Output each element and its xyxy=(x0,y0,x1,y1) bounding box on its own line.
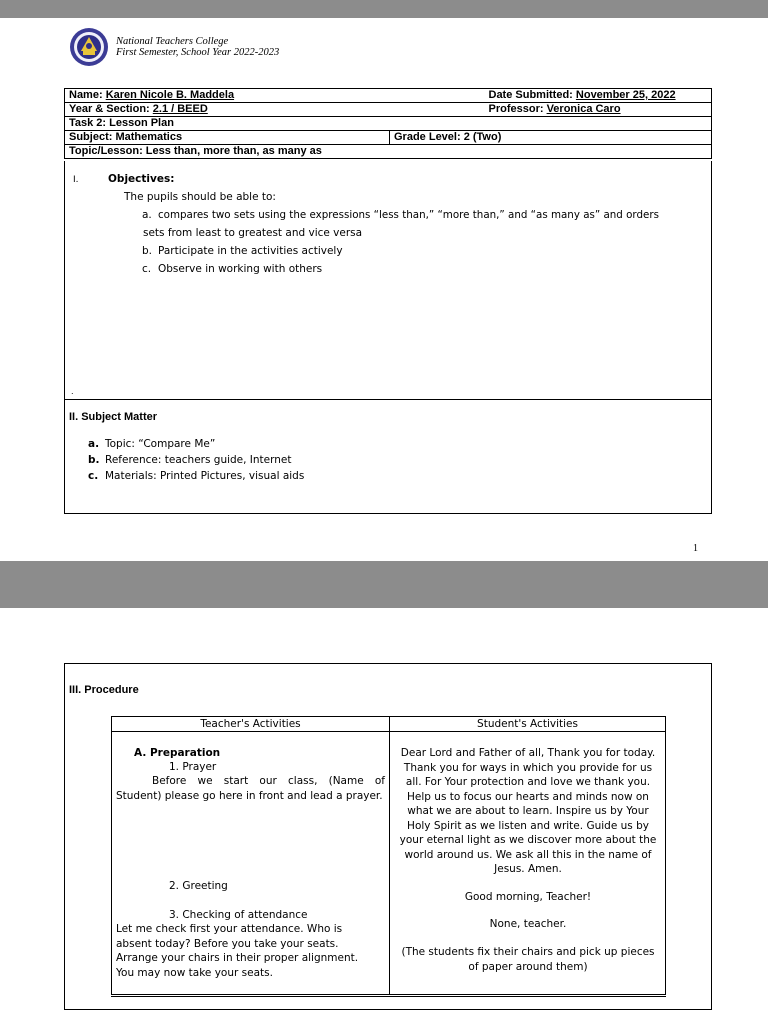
professor-value: Veronica Caro xyxy=(546,103,621,115)
objective-a-text: compares two sets using the expressions “less than,” “more than,” and “as many as” and orders xyxy=(158,209,659,221)
professor-cell xyxy=(485,103,712,117)
name-value: Karen Nicole B. Maddela xyxy=(105,89,235,101)
subject-cell: Subject: Mathematics xyxy=(65,131,390,145)
greeting-reply: Good morning, Teacher! xyxy=(464,891,592,903)
student-activities-cell xyxy=(390,732,666,996)
procedure-section xyxy=(64,663,712,1010)
teacher-activities-cell xyxy=(112,732,390,996)
procedure-heading: III. Procedure xyxy=(69,684,139,696)
greeting-label: 2. Greeting xyxy=(169,880,228,892)
prayer-label: 1. Prayer xyxy=(169,761,217,773)
date-cell xyxy=(485,89,712,103)
objective-b-letter: b. xyxy=(142,245,153,257)
year-label: Year & Section: xyxy=(69,103,153,115)
chairs-reply: (The students fix their chairs and pick up pieces of paper around them) xyxy=(401,946,655,973)
top-gray-band xyxy=(0,0,768,18)
subject-item-c-text: Materials: Printed Pictures, visual aids xyxy=(105,470,305,482)
subject-item-a-text: Topic: “Compare Me” xyxy=(105,438,216,450)
objective-a-letter: a. xyxy=(142,209,152,221)
objective-c-text: Observe in working with others xyxy=(158,263,323,275)
attendance-label: 3. Checking of attendance xyxy=(169,909,308,921)
objective-c-letter: c. xyxy=(142,263,152,275)
year-value: 2.1 / BEED xyxy=(152,103,208,115)
subject-item-c-letter: c. xyxy=(88,470,99,482)
subject-item-a-letter: a. xyxy=(88,438,100,450)
grade-level-cell: Grade Level: 2 (Two) xyxy=(390,131,712,145)
subject-matter-section xyxy=(64,399,712,514)
student-info-table xyxy=(64,88,712,159)
objective-a-text-cont: sets from least to greatest and vice versa xyxy=(143,227,363,239)
name-cell xyxy=(65,89,485,103)
student-prayer: Dear Lord and Father of all, Thank you for today. Thank you for ways in which you provide for us all. For Your protection and love we thank you. Help us to focus our hearts and minds now on what we are about to learn. Inspire us by Your Holy Spirit as we listen and write. Guide us by your eternal light as we discover more about the world around us. We ask all this in the name of Jesus. Amen. xyxy=(399,747,657,875)
year-cell xyxy=(65,103,485,117)
topic-cell: Topic/Lesson: Less than, more than, as many as xyxy=(65,145,712,159)
name-label: Name: xyxy=(69,89,106,101)
student-activities-header: Student's Activities xyxy=(390,717,666,732)
semester-label: First Semester, School Year 2022-2023 xyxy=(116,47,280,58)
objective-b-text: Participate in the activities actively xyxy=(158,245,343,257)
page-number: 1 xyxy=(693,543,698,554)
objectives-heading: Objectives: xyxy=(108,173,175,185)
task-cell: Task 2: Lesson Plan xyxy=(65,117,712,131)
attendance-reply: None, teacher. xyxy=(489,918,567,930)
objectives-intro: The pupils should be able to: xyxy=(124,191,276,203)
attendance-instruction: Let me check first your attendance. Who is absent today? Before you take your seats. Arrange your chairs in their proper alignment. You may now take your seats. xyxy=(116,923,359,979)
page-break-band xyxy=(0,561,768,608)
objectives-number: I. xyxy=(73,175,79,185)
subject-matter-heading: II. Subject Matter xyxy=(69,411,158,423)
date-label: Date Submitted: xyxy=(488,89,576,101)
college-seal-icon xyxy=(69,27,109,67)
objectives-section xyxy=(64,161,712,400)
professor-label: Professor: xyxy=(488,103,547,115)
date-value: November 25, 2022 xyxy=(575,89,676,101)
subject-item-b-text: Reference: teachers guide, Internet xyxy=(105,454,292,466)
teacher-activities-header: Teacher's Activities xyxy=(112,717,390,732)
prayer-instruction: Before we start our class, (Name of Student) please go here in front and lead a prayer. xyxy=(116,775,385,802)
procedure-table xyxy=(111,716,666,997)
college-name: National Teachers College xyxy=(116,36,229,47)
college-info xyxy=(116,36,279,58)
preparation-heading: A. Preparation xyxy=(134,747,221,759)
subject-item-b-letter: b. xyxy=(88,454,100,466)
stray-dot: . xyxy=(71,387,74,396)
